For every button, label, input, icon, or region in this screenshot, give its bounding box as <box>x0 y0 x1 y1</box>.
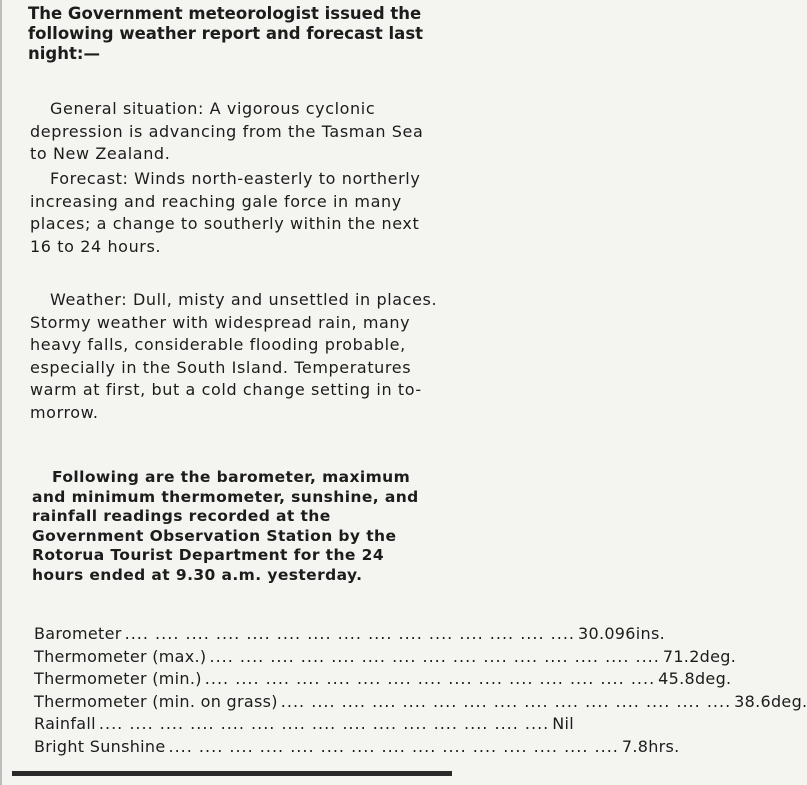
reading-value: 71.2deg. <box>662 646 737 666</box>
leader-dots: .... .... .... .... .... .... .... .... .... .... .... .... .... .... .... <box>168 736 619 756</box>
leader-dots: .... .... .... .... .... .... .... .... .... .... .... .... .... .... .... <box>204 669 656 688</box>
reading-row <box>34 691 807 715</box>
reading-row <box>34 646 737 670</box>
leader-dots: .... .... .... .... .... .... .... .... .... .... .... .... .... .... .... <box>98 714 550 733</box>
leader-dots: .... .... .... .... .... .... .... .... .... .... .... .... .... .... .... <box>209 646 660 666</box>
column-rule <box>0 0 2 785</box>
reading-row <box>34 669 732 692</box>
leader-dots: .... .... .... .... .... .... .... .... .... .... .... .... .... .... .... <box>124 624 575 643</box>
reading-row <box>34 714 575 737</box>
general-situation-paragraph: General situation: A vigorous cyclonic depression is advancing from the Tasman Sea to New Zealand. <box>30 99 424 163</box>
reading-label: Thermometer (min.) <box>34 669 202 688</box>
reading-label: Barometer <box>34 624 122 643</box>
reading-label: Bright Sunshine <box>34 736 166 756</box>
reading-row <box>34 736 680 760</box>
reading-row <box>34 624 665 647</box>
forecast-paragraph: Forecast: Winds north-easterly to northerly increasing and reaching gale force in many places; a change to southerly within the next 16 to 24 hours. <box>30 169 421 256</box>
reading-label: Rainfall <box>34 714 96 733</box>
reading-value: 30.096ins. <box>577 624 665 643</box>
reading-value: 7.8hrs. <box>621 736 680 756</box>
bottom-rule <box>12 771 452 776</box>
observation-paragraph: Following are the barometer, maximum and minimum thermometer, sunshine, and rainfall readings recorded at the Government Observation Station by the Rotorua Tourist Department for the 24 hours ended at 9.30 a.m. yesterday. <box>32 468 419 584</box>
weather-paragraph: Weather: Dull, misty and unsettled in places. Stormy weather with widespread rain, many heavy falls, considerable flooding probable, especially in the South Island. Temperatures warm at first, but a cold change setting in to-morrow. <box>30 290 438 422</box>
reading-value: 38.6deg. <box>734 691 807 711</box>
leader-dots: .... .... .... .... .... .... .... .... .... .... .... .... .... .... .... <box>280 691 732 711</box>
reading-value: Nil <box>552 714 575 733</box>
readings-table <box>34 624 807 759</box>
report-intro: The Government meteorologist issued the following weather report and forecast last night:— <box>28 4 424 63</box>
reading-label: Thermometer (min. on grass) <box>34 691 278 711</box>
reading-label: Thermometer (max.) <box>34 646 207 666</box>
reading-value: 45.8deg. <box>658 669 732 688</box>
